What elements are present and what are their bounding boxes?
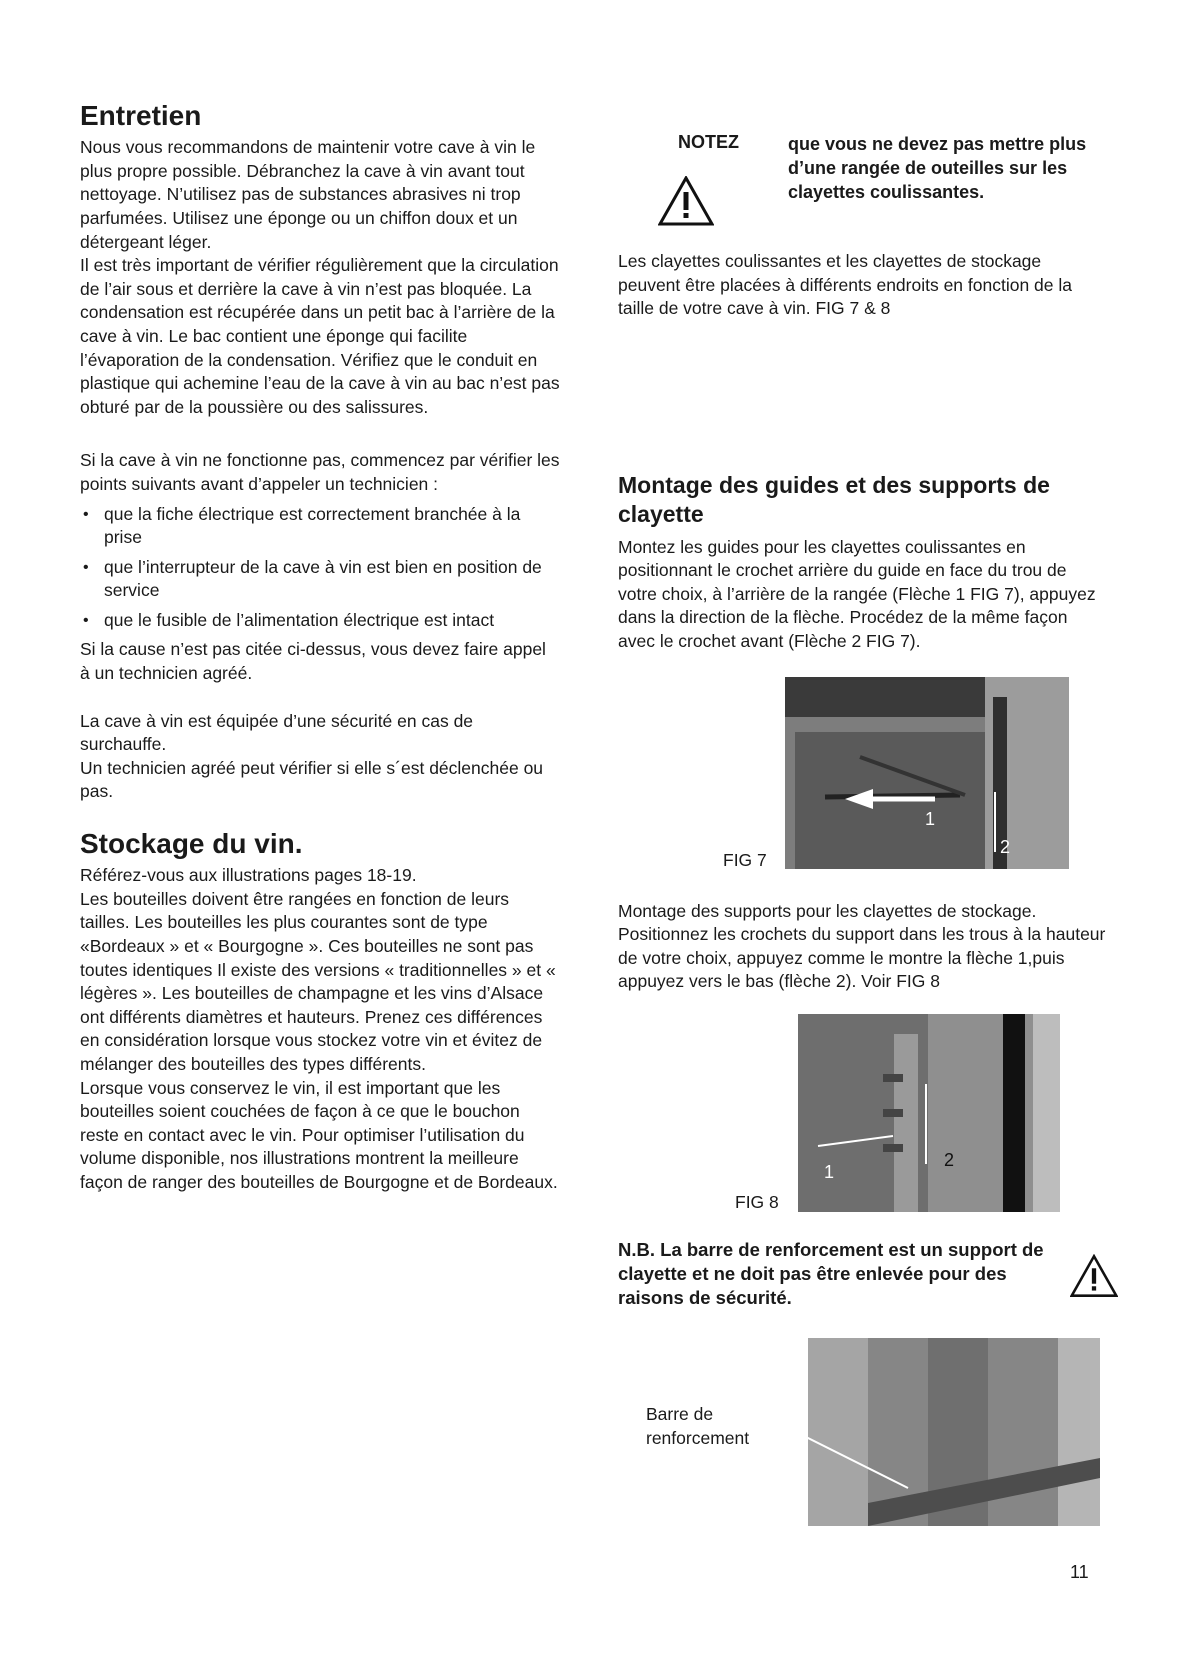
clayettes-paragraph: Les clayettes coulissantes et les clayettes de stockage peuvent être placées à différents endroits en fonction de la taille de votre cave à vin. FIG 7 & 8	[618, 251, 1073, 319]
warning-triangle-icon	[658, 176, 714, 226]
surchauffe-paragraph-2: Un technicien agréé peut vérifier si elle s´est déclenchée ou pas.	[80, 757, 544, 802]
check-outro: Si la cause n’est pas citée ci-dessus, vous devez faire appel à un technicien agréé.	[80, 639, 546, 684]
fig8-arrow-2-label: 2	[944, 1150, 955, 1170]
fig8-photo	[798, 1014, 1060, 1212]
barre-figure	[618, 1336, 1108, 1536]
fig8-label: FIG 8	[735, 1192, 779, 1212]
nb-note	[618, 1238, 1108, 1310]
check-item: • que la fiche électrique est correctement branchée à la prise	[80, 503, 560, 550]
check-item: • que le fusible de l’alimentation électrique est intact	[80, 609, 560, 633]
fig7-arrow-1-label: 1	[925, 808, 936, 829]
entretien-heading: Entretien	[80, 100, 202, 131]
surchauffe-paragraph-1: La cave à vin est équipée d’une sécurité en cas de surchauffe.	[80, 710, 474, 755]
stockage-paragraph-1: Référez-vous aux illustrations pages 18-19.	[80, 865, 417, 886]
entretien-paragraph-1: Nous vous recommandons de maintenir votre cave à vin le plus propre possible. Débranchez la cave à vin avant tout nettoyage. N’utilisez pas de substances abrasives ni trop parfumées. Utilisez une éponge ou un chiffon doux et un détergeant léger.	[80, 137, 536, 252]
supports-paragraph-1: Montage des supports pour les clayettes de stockage.	[618, 900, 1037, 921]
barre-label-line-1: Barre de	[646, 1404, 714, 1424]
notez-box	[618, 100, 1108, 250]
check-intro: Si la cave à vin ne fonctionne pas, commencez par vérifier les points suivants avant d’appeler un technicien :	[80, 450, 560, 494]
stockage-paragraph-2: Les bouteilles doivent être rangées en fonction de leurs tailles. Les bouteilles les plus courantes sont de type «Bordeaux » et « Bourgogne ». Ces bouteilles ne sont pas toutes identiques Il existe des versions « traditionnelles » et « légères ». Les bouteilles de champagne et les vins d’Alsace ont différents diamètres et hauteurs. Prenez ces différences en considération lorsque vous stockez votre vin et évitez de mélanger des bouteilles des types différents.	[80, 888, 556, 1074]
fig7-photo	[785, 677, 1069, 869]
fig7-arrow-2-label: 2	[1000, 836, 1011, 857]
nb-text: N.B. La barre de renforcement est un support de clayette et ne doit pas être enlevée pour des raisons de sécurité.	[618, 1239, 1044, 1308]
fig7-figure	[618, 672, 1108, 876]
fig8-arrow-1-label: 1	[824, 1162, 835, 1182]
barre-photo	[808, 1338, 1100, 1526]
left-column	[80, 100, 560, 1195]
stockage-heading: Stockage du vin.	[80, 828, 303, 860]
notez-label: NOTEZ	[678, 132, 739, 152]
entretien-paragraph-2: Il est très important de vérifier régulièrement que la circulation de l’air sous et derrière la cave à vin n’est pas bloquée. La condensation est récupérée dans un petit bac à l’arrière de la cave à vin. Le bac contient une éponge qui facilite l’évaporation de la condensation. Vérifiez que le conduit en plastique qui achemine l’eau de la cave à vin au bac n’est pas obturé par de la poussière ou des salissures.	[80, 255, 560, 417]
fig8-figure	[618, 1006, 1108, 1216]
barre-label-line-2: renforcement	[646, 1428, 750, 1448]
check-item: • que l’interrupteur de la cave à vin est bien en position de service	[80, 556, 560, 603]
check-list	[80, 503, 560, 633]
page-number: 11	[1070, 1562, 1089, 1582]
montage-heading: Montage des guides et des supports de clayette	[618, 471, 1050, 528]
supports-paragraph-2: Positionnez les crochets du support dans les trous à la hauteur de votre choix, appuyez comme le montre la flèche 1,puis appuyez vers le bas (flèche 2). Voir FIG 8	[618, 924, 1106, 992]
stockage-paragraph-3: Lorsque vous conservez le vin, il est important que les bouteilles soient couchées de façon à ce que le bouchon reste en contact avec le vin. Pour optimiser l’utilisation du volume disponible, nos illustrations montrent la meilleure façon de ranger des bouteilles de Bourgogne et de Bordeaux.	[80, 1077, 558, 1192]
montage-paragraph: Montez les guides pour les clayettes coulissantes en positionnant le crochet arrière du guide en face du trou de votre choix, à l’arrière de la rangée (Flèche 1 FIG 7), appuyez dans la direction de la flèche. Procédez de la même façon avec le crochet avant (Flèche 2 FIG 7).	[618, 536, 1096, 652]
notez-text: que vous ne devez pas mettre plus d’une rangée de outeilles sur les clayettes coulissantes.	[788, 134, 1087, 202]
right-column	[618, 100, 1108, 1536]
fig7-label: FIG 7	[723, 849, 767, 870]
warning-triangle-icon	[1070, 1254, 1118, 1298]
